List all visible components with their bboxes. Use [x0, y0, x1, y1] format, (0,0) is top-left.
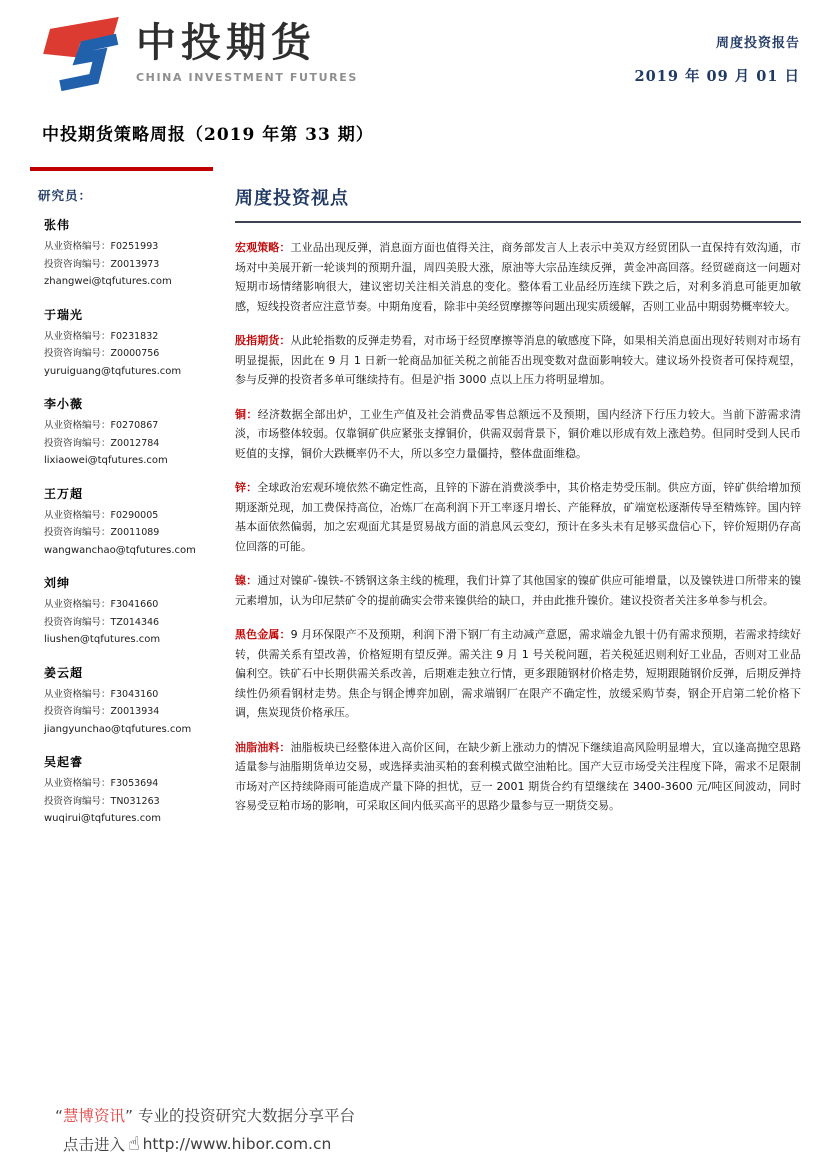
qualification-label: 从业资格编号： — [44, 420, 111, 431]
company-name-en: CHINA INVESTMENT FUTURES — [136, 71, 358, 84]
advisory-number: Z0013973 — [110, 258, 160, 270]
researcher-name: 姜云超 — [44, 665, 84, 680]
researcher-card — [44, 753, 213, 828]
index-futures-label: 股指期货： — [235, 334, 291, 347]
researcher-card — [44, 574, 213, 649]
advisory-number: TZ014346 — [110, 616, 160, 628]
qualification-label: 从业资格编号： — [44, 599, 111, 610]
ferrous-metals-text: 9 月环保限产不及预期，利润下滑下钢厂有主动减产意愿，需求端金九银十仍有需求预期，若需求持续好转，供需关系有望改善，价格短期有望反弹。需关注 9 月 1 号关税问题，若关税延迟则利好工业品，否则对工业品偏利空。铁矿石中长期供需关系改善，后期难走独立行情，更多跟随钢材价格走势，短期跟随钢价反弹，后期反弹持续性仍须看钢材走势。焦企与钢企博弈加剧，需求端钢厂在限产不确定性，放缓采购节奏，钢企开启第二轮价格下调，焦炭现货价格承压。 — [235, 628, 802, 719]
logo-text — [136, 14, 358, 84]
report-type-label: 周度投资报告 — [715, 36, 800, 51]
logo-mark-icon — [38, 14, 124, 92]
index-futures-paragraph — [235, 331, 801, 390]
advisory-number: Z0013934 — [110, 706, 160, 717]
enter-cta[interactable]: 点击进入 — [63, 1136, 126, 1154]
hibor-tagline: 专业的投资研究大数据分享平台 — [133, 1107, 356, 1125]
zinc-paragraph — [235, 478, 801, 556]
researcher-card — [44, 485, 213, 560]
macro-strategy-text: 工业品出现反弹，消息面方面也值得关注，商务部发言人上表示中美双方经贸团队一直保持有效沟通，市场对中美展开新一轮谈判的预期升温，周四美股大涨，原油等大宗品连续反弹，黄金冲高回落。经贸磋商这一问题对短期市场情绪影响很大，建议密切关注相关消息的变化。整体看工业品经历连续下跌之后，对利多消息可能更加敏感，短线投资者应注意节奏。中期角度看，除非中美经贸摩擦等问题出现实质缓解，否则工业品中期弱势概率较大。 — [235, 241, 801, 313]
qualification-label: 从业资格编号： — [44, 330, 111, 342]
macro-strategy-paragraph — [235, 238, 801, 316]
advisory-label: 投资咨询编号： — [44, 437, 111, 449]
qualification-number: F0251993 — [110, 241, 159, 252]
ferrous-metals-label: 黑色金属： — [235, 628, 291, 641]
zinc-text: 全球政治宏观环境依然不确定性高，且锌的下游在消费淡季中，其价格走势受压制。供应方面，锌矿供给增加预期逐渐兑现，加工费保持高位，冶炼厂在高利润下开工率逐月增长、产能释放，矿端宽松逐渐传导至精炼锌。国内锌基本面依然偏弱，加之宏观面尤其是贸易战方面的消息风云变幻，预计在多头未有足够买盘信心下，锌价短期仍存高位回落的可能。 — [235, 481, 801, 553]
qualification-number: F0290005 — [110, 509, 159, 521]
nickel-text: 通过对镍矿-镍铁-不锈钢这条主线的梳理，我们计算了其他国家的镍矿供应可能增量，以及镍铁进口所带来的镍元素增加，认为印尼禁矿令的提前确实会带来镍供给的缺口，并由此推升镍价。建议投资者关注多单参与机会。 — [235, 574, 802, 607]
page-title: 中投期货策略周报（2019 年第 33 期） — [42, 125, 374, 145]
zinc-label: 锌： — [235, 481, 258, 494]
section-heading: 周度投资视点 — [235, 184, 801, 223]
hand-pointer-icon: ☝ — [128, 1132, 140, 1155]
open-quote: “ — [55, 1107, 64, 1125]
weekly-viewpoint-section — [235, 184, 801, 827]
researcher-email: jiangyunchao@tqfutures.com — [44, 723, 192, 735]
advisory-number: Z0012784 — [110, 437, 160, 449]
hibor-url-link[interactable]: http://www.hibor.com.cn — [142, 1135, 332, 1153]
close-quote: ” — [125, 1107, 134, 1125]
hibor-brand: 慧博资讯 — [63, 1107, 126, 1125]
advisory-number: TN031263 — [110, 795, 160, 807]
qualification-label: 从业资格编号： — [44, 241, 111, 252]
report-date: 2019 年 09 月 01 日 — [634, 68, 800, 85]
advisory-number: Z0000756 — [110, 348, 160, 359]
qualification-number: F3041660 — [110, 599, 159, 610]
researcher-name: 王万超 — [44, 486, 84, 501]
hibor-tagline-line — [55, 1104, 355, 1126]
researcher-card — [44, 395, 213, 470]
company-logo — [38, 14, 358, 92]
hibor-footer — [55, 1104, 355, 1155]
oils-oilseeds-text: 油脂板块已经整体进入高价区间，在缺少新上涨动力的情况下继续追高风险明显增大，宜以逢高抛空思路适量参与油脂期货单边交易，或选择卖油买粕的套利模式做空油粕比。国产大豆市场受关注程度下降，需求不足限制市场对产区持续降雨可能造成产量下降的担忧，豆一 2001 期货合约有望继续在 3400-3600 元/吨区间波动，同时容易受豆粕市场的影响，可采取区间内低买高平的思路少量参与豆一期货交易。 — [235, 740, 801, 812]
researcher-card — [44, 664, 213, 739]
qualification-label: 从业资格编号： — [44, 509, 111, 521]
advisory-label: 投资咨询编号： — [44, 527, 111, 538]
qualification-label: 从业资格编号： — [44, 688, 111, 700]
researcher-email: lixiaowei@tqfutures.com — [44, 455, 168, 466]
researchers-sidebar — [30, 167, 213, 843]
researcher-email: wangwanchao@tqfutures.com — [44, 544, 196, 556]
researcher-name: 刘绅 — [44, 576, 71, 590]
copper-text: 经济数据全部出炉，工业生产值及社会消费品零售总额远不及预期，国内经济下行压力较大。当前下游需求清淡，市场整体较弱。仅靠铜矿供应紧张支撑铜价，供需双弱背景下，铜价难以形成有效上涨趋势。但同时受到人民币贬值的支撑，铜价大跌概率仍不大，所以多空力量僵持，整体盘面维稳。 — [235, 407, 801, 460]
advisory-label: 投资咨询编号： — [44, 616, 111, 628]
hibor-link-row[interactable] — [63, 1133, 355, 1155]
nickel-label: 镍： — [235, 574, 258, 587]
company-name-cn: 中投期货 — [136, 20, 316, 66]
qualification-number: F3053694 — [110, 778, 159, 789]
copper-paragraph — [235, 405, 801, 464]
researcher-card — [44, 216, 213, 291]
qualification-number: F0270867 — [110, 420, 159, 431]
researcher-name: 李小薇 — [44, 397, 84, 411]
advisory-label: 投资咨询编号： — [44, 258, 111, 270]
researcher-email: yuruiguang@tqfutures.com — [44, 365, 182, 377]
researcher-card — [44, 306, 213, 381]
qualification-label: 从业资格编号： — [44, 778, 111, 789]
ferrous-metals-paragraph — [235, 625, 801, 723]
macro-strategy-label: 宏观策略： — [235, 241, 291, 254]
nickel-paragraph — [235, 571, 801, 610]
researcher-name: 于瑞光 — [44, 307, 84, 322]
researcher-email: liushen@tqfutures.com — [44, 634, 161, 645]
oils-oilseeds-label: 油脂油料： — [235, 740, 291, 754]
researcher-email: wuqirui@tqfutures.com — [44, 813, 162, 824]
researcher-email: zhangwei@tqfutures.com — [44, 276, 172, 287]
advisory-label: 投资咨询编号： — [44, 795, 111, 807]
header-meta — [635, 32, 800, 86]
advisory-label: 投资咨询编号： — [44, 706, 111, 717]
researcher-name: 张伟 — [44, 218, 71, 232]
index-futures-text: 从此轮指数的反弹走势看，对市场于经贸摩擦等消息的敏感度下降，如果相关消息面出现好转则对市场有明显提振，因此在 9 月 1 日新一轮商品加征关税之前能否出现变数对盘面影响较大。建议场外投资者可保持观望，参与反弹的投资者多单可继续持有。但是沪指 3000 点以上压力将明显增加。 — [235, 334, 801, 386]
qualification-number: F0231832 — [110, 330, 159, 342]
advisory-number: Z0011089 — [110, 527, 160, 538]
researcher-name: 吴起睿 — [44, 755, 84, 769]
sidebar-top-rule — [30, 167, 213, 171]
copper-label: 铜： — [235, 407, 258, 421]
qualification-number: F3043160 — [110, 688, 159, 700]
oils-oilseeds-paragraph — [235, 738, 801, 816]
advisory-label: 投资咨询编号： — [44, 348, 111, 359]
researchers-heading: 研究员： — [38, 188, 93, 203]
